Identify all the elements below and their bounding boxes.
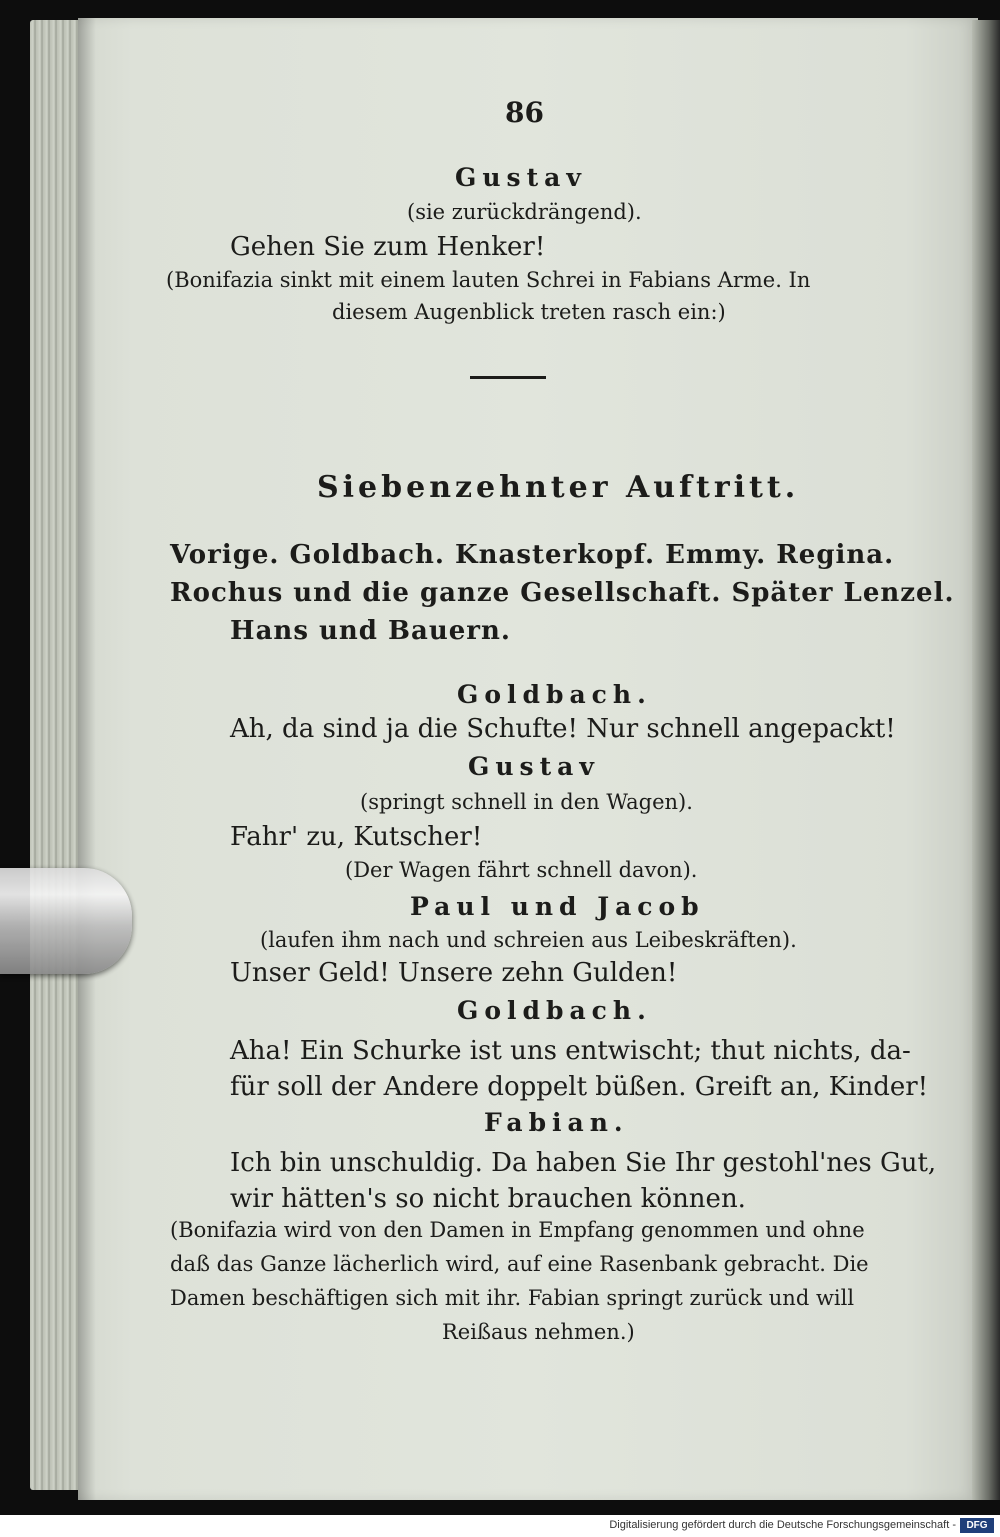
speaker-paul-jacob: Paul und Jacob: [410, 892, 705, 921]
dfg-logo: DFG: [960, 1518, 994, 1533]
stage-direction: diesem Augenblick treten rasch ein:): [332, 300, 726, 324]
speech-line: Aha! Ein Schurke ist uns entwischt; thut nichts, da-: [230, 1036, 911, 1066]
stage-direction: (sie zurückdrängend).: [407, 200, 642, 224]
stage-direction: (Der Wagen fährt schnell davon).: [345, 858, 698, 882]
scene-heading: Siebenzehnter Auftritt.: [317, 470, 800, 505]
stage-direction: (springt schnell in den Wagen).: [360, 790, 693, 814]
stage-direction: (Bonifazia sinkt mit einem lauten Schrei in Fabians Arme. In: [166, 268, 811, 292]
page-stack-edge: [30, 20, 82, 1490]
speaker-gustav-2: Gustav: [468, 752, 600, 781]
speech-line: Ah, da sind ja die Schufte! Nur schnell angepackt!: [230, 714, 896, 744]
section-divider: [470, 376, 546, 379]
cast-list: Vorige. Goldbach. Knasterkopf. Emmy. Regina.: [170, 540, 895, 570]
funding-credit: Digitalisierung gefördert durch die Deutsche Forschungsgemeinschaft -: [609, 1519, 956, 1531]
right-page-edge: [972, 20, 1000, 1500]
page-clip: [0, 868, 132, 974]
cast-list: Hans und Bauern.: [230, 616, 511, 646]
speaker-goldbach: Goldbach.: [457, 680, 652, 709]
spine-shadow: [78, 18, 96, 1500]
speech-line: Fahr' zu, Kutscher!: [230, 822, 483, 852]
speech-line: Gehen Sie zum Henker!: [230, 232, 546, 262]
stage-direction: daß das Ganze lächerlich wird, auf eine Rasenbank gebracht. Die: [170, 1252, 869, 1276]
footer-bar: [0, 1515, 1000, 1537]
speech-line: Ich bin unschuldig. Da haben Sie Ihr gestohl'nes Gut,: [230, 1148, 937, 1178]
page-number: 86: [505, 96, 544, 129]
speaker-gustav-1: Gustav: [455, 163, 587, 192]
cast-list: Rochus und die ganze Gesellschaft. Später Lenzel.: [170, 578, 955, 608]
stage-direction: Reißaus nehmen.): [442, 1320, 635, 1344]
stage-direction: (laufen ihm nach und schreien aus Leibeskräften).: [260, 928, 797, 952]
stage-direction: Damen beschäftigen sich mit ihr. Fabian springt zurück und will: [170, 1286, 855, 1310]
speech-line: Unser Geld! Unsere zehn Gulden!: [230, 958, 678, 988]
speech-line: für soll der Andere doppelt büßen. Greift an, Kinder!: [230, 1072, 929, 1102]
speaker-fabian: Fabian.: [484, 1108, 629, 1137]
speaker-goldbach-2: Goldbach.: [457, 996, 652, 1025]
stage-direction: (Bonifazia wird von den Damen in Empfang genommen und ohne: [170, 1218, 865, 1242]
speech-line: wir hätten's so nicht brauchen können.: [230, 1184, 746, 1214]
